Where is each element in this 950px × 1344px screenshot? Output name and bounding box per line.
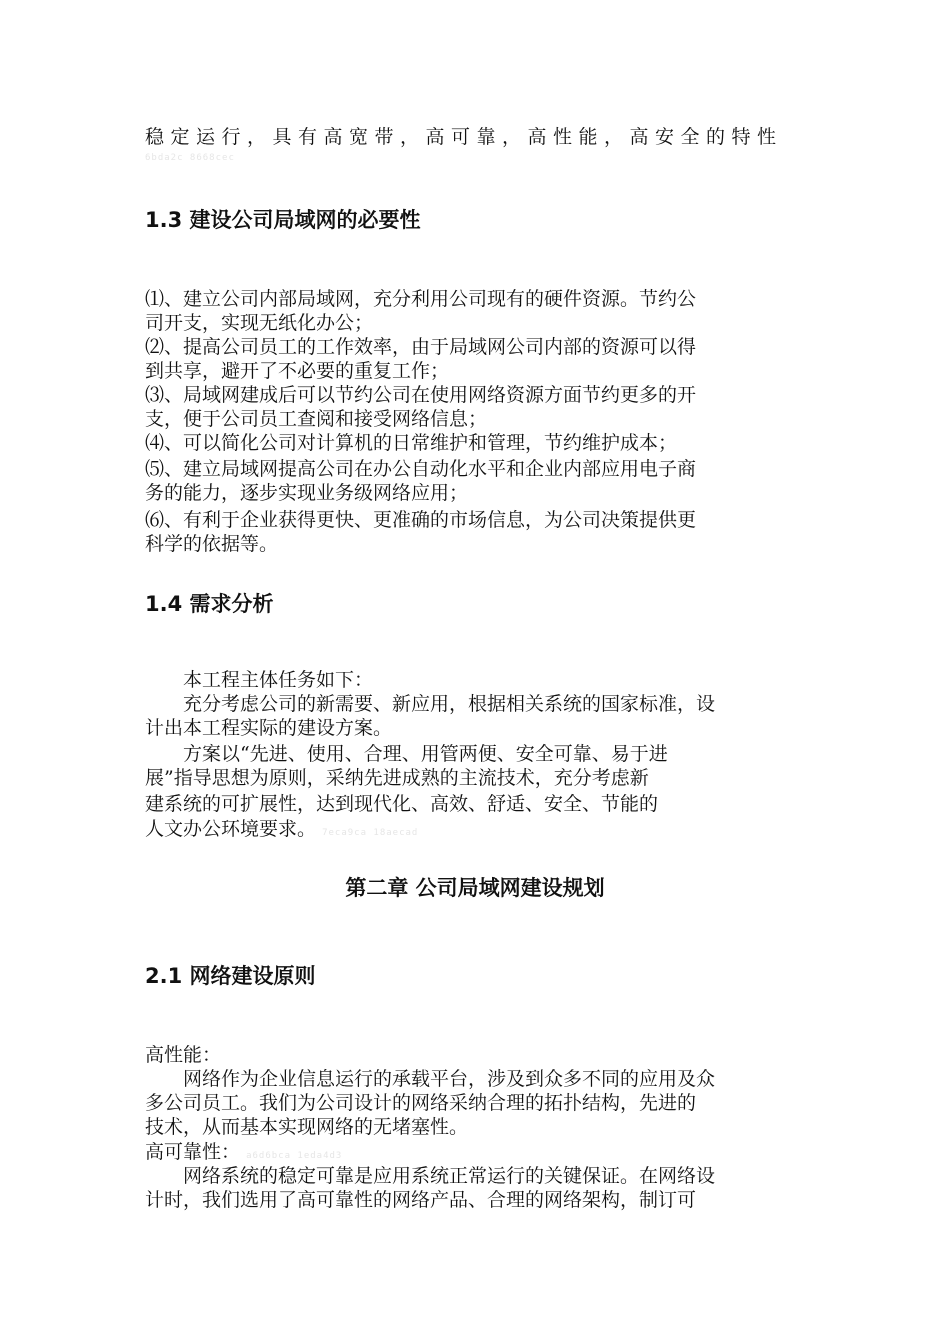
paragraph-line: 科学的依据等。	[145, 533, 279, 555]
paragraph-line: 技术，从而基本实现网络的无堵塞性。	[145, 1116, 469, 1138]
watermark-text: 6bda2c 8668cec	[145, 153, 235, 163]
section-2-1-heading: 2.1 网络建设原则	[145, 964, 316, 988]
section-1-3-heading: 1.3 建设公司局域网的必要性	[145, 208, 421, 232]
paragraph-line: 建系统的可扩展性，达到现代化、高效、舒适、安全、节能的	[145, 793, 659, 815]
paragraph-line: 到共享，避开了不必要的重复工作；	[145, 360, 450, 382]
paragraph-line: 支，便于公司员工查阅和接受网络信息；	[145, 408, 488, 430]
paragraph-line: ⑵、提高公司员工的工作效率，由于局域网公司内部的资源可以得	[145, 336, 697, 358]
paragraph-line: 本工程主体任务如下：	[145, 669, 374, 691]
paragraph-line: 方案以“先进、使用、合理、用管两便、安全可靠、易于进	[145, 743, 668, 765]
paragraph-line: 司开支，实现无纸化办公；	[145, 312, 374, 334]
paragraph-text: 人文办公环境要求。	[145, 818, 317, 840]
paragraph-line: 多公司员工。我们为公司设计的网络采纳合理的拓扑结构，先进的	[145, 1092, 697, 1114]
paragraph-line: 计出本工程实际的建设方案。	[145, 717, 393, 739]
chapter-title: 第二章 公司局域网建设规划	[345, 876, 605, 900]
paragraph-line: ⑹、有利于企业获得更快、更准确的市场信息，为公司决策提供更	[145, 509, 697, 531]
paragraph-line: 网络作为企业信息运行的承载平台，涉及到众多不同的应用及众	[145, 1068, 716, 1090]
intro-line: 稳定运行，具有高宽带，高可靠，高性能，高安全的特性	[145, 126, 783, 148]
paragraph-line: ⑶、局域网建成后可以节约公司在使用网络资源方面节约更多的开	[145, 384, 697, 406]
paragraph-text: 高可靠性：	[145, 1141, 241, 1163]
paragraph-line: ⑷、可以简化公司对计算机的日常维护和管理，节约维护成本；	[145, 432, 678, 454]
paragraph-line: 计时，我们选用了高可靠性的网络产品、合理的网络架构，制订可	[145, 1189, 697, 1211]
section-1-4-heading: 1.4 需求分析	[145, 592, 274, 616]
paragraph-line: ⑸、建立局域网提高公司在办公自动化水平和企业内部应用电子商	[145, 458, 697, 480]
paragraph-line: 网络系统的稳定可靠是应用系统正常运行的关键保证。在网络设	[145, 1165, 716, 1187]
paragraph-line: 务的能力，逐步实现业务级网络应用；	[145, 482, 469, 504]
paragraph-line: 充分考虑公司的新需要、新应用，根据相关系统的国家标准，设	[145, 693, 716, 715]
paragraph-line	[145, 817, 810, 845]
paragraph-line: ⑴、建立公司内部局域网，充分利用公司现有的硬件资源。节约公	[145, 288, 697, 310]
paragraph-line: 高性能：	[145, 1044, 222, 1066]
watermark-text: a6d6bca 1eda4d3	[246, 1151, 343, 1161]
watermark-text: 7eca9ca 18aecad	[322, 828, 419, 838]
paragraph-line: 展”指导思想为原则，采纳先进成熟的主流技术，充分考虑新	[145, 767, 649, 789]
